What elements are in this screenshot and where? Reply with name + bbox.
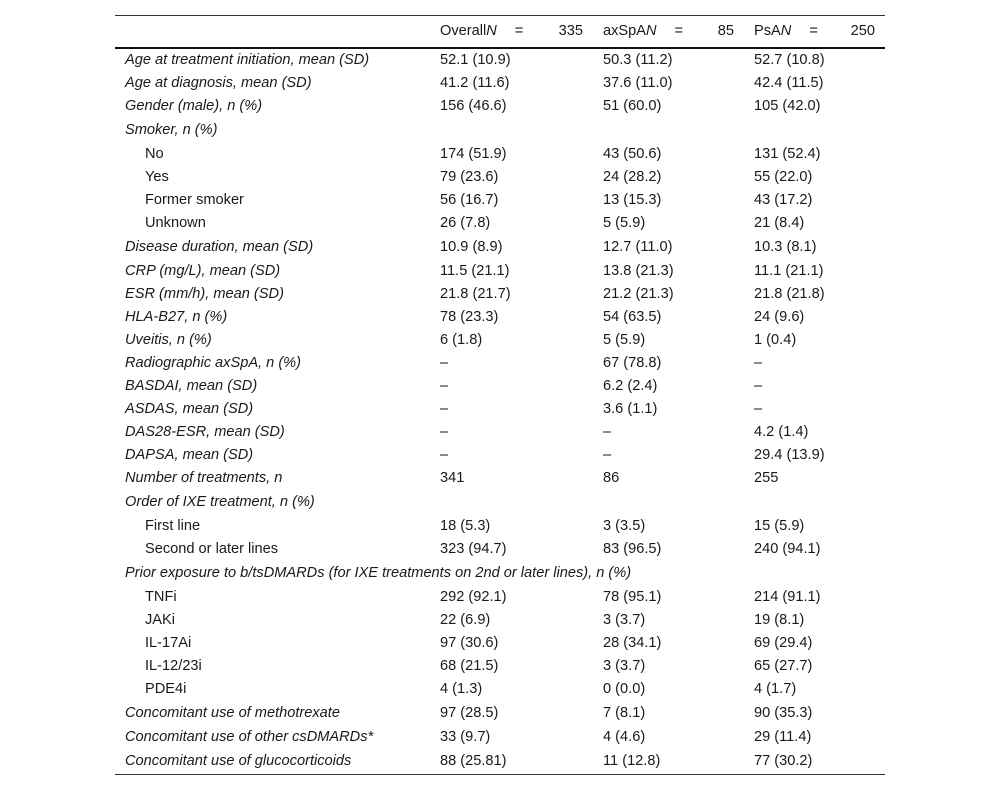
row-label: Unknown	[145, 215, 206, 231]
row-label: DAS28-ESR, mean (SD)	[125, 424, 285, 440]
header-overall-name: Overall	[440, 23, 487, 39]
header-overall-n-symbol: N	[486, 23, 497, 39]
table-subrow	[115, 515, 885, 538]
table-row	[115, 352, 885, 375]
axspa-value: 11 (12.8)	[593, 749, 744, 775]
overall-value: 68 (21.5)	[440, 658, 499, 674]
psa-value: –	[754, 378, 763, 394]
axspa-value: 5 (5.9)	[603, 332, 646, 348]
overall-value: 11.5 (21.1)	[440, 263, 510, 279]
psa-value: 21 (8.4)	[754, 215, 805, 231]
table-subrow	[115, 632, 885, 655]
row-label: Age at treatment initiation, mean (SD)	[125, 52, 370, 68]
baseline-characteristics-table	[115, 15, 885, 775]
overall-value: 10.9 (8.9)	[440, 239, 503, 255]
table-row	[115, 701, 885, 726]
overall-value: –	[440, 378, 449, 394]
axspa-value: 0 (0.0)	[603, 681, 646, 697]
overall-value: 156 (46.6)	[440, 98, 507, 114]
overall-value: –	[440, 447, 449, 463]
header-psa-n-symbol: N	[780, 23, 792, 39]
psa-value: 1 (0.4)	[754, 332, 797, 348]
table-row	[115, 421, 885, 444]
overall-value: –	[440, 401, 449, 417]
overall-value: 6 (1.8)	[440, 332, 483, 348]
overall-value: 78 (23.3)	[440, 309, 499, 325]
axspa-value: 83 (96.5)	[603, 541, 662, 557]
psa-value: 65 (27.7)	[754, 658, 813, 674]
row-label: Concomitant use of methotrexate	[125, 705, 340, 721]
axspa-value	[593, 118, 744, 143]
table-subrow	[115, 143, 885, 166]
row-label: PDE4i	[145, 681, 187, 697]
row-label: Gender (male), n (%)	[125, 98, 263, 114]
header-psa-n: 250	[850, 23, 875, 39]
psa-value: 11.1 (21.1)	[754, 263, 824, 279]
overall-value: 52.1 (10.9)	[440, 52, 511, 68]
psa-value	[744, 490, 885, 515]
axspa-value: 51 (60.0)	[603, 98, 662, 114]
overall-value: –	[440, 355, 449, 371]
axspa-value: 37.6 (11.0)	[603, 75, 673, 91]
row-label: HLA-B27, n (%)	[125, 309, 228, 325]
axspa-value: –	[603, 447, 612, 463]
header-axspa-eq: =	[674, 23, 684, 39]
table-row	[115, 260, 885, 283]
psa-value: 19 (8.1)	[754, 612, 805, 628]
header-psa-eq: =	[809, 23, 818, 39]
row-label: ESR (mm/h), mean (SD)	[125, 286, 284, 302]
axspa-value: 43 (50.6)	[603, 146, 662, 162]
psa-value: 77 (30.2)	[744, 749, 885, 775]
row-label: Number of treatments, n	[125, 470, 283, 486]
psa-value: 69 (29.4)	[754, 635, 813, 651]
header-axspa	[593, 16, 744, 49]
overall-value: 56 (16.7)	[440, 192, 499, 208]
axspa-value: 3 (3.7)	[603, 612, 646, 628]
table-subrow	[115, 678, 885, 701]
table-header	[115, 16, 885, 49]
psa-value: 21.8 (21.8)	[754, 286, 825, 302]
header-overall	[430, 16, 593, 49]
table-row	[115, 283, 885, 306]
axspa-value: 13 (15.3)	[603, 192, 662, 208]
psa-value: 4 (1.7)	[754, 681, 797, 697]
table-row	[115, 118, 885, 143]
axspa-value: 50.3 (11.2)	[603, 52, 673, 68]
row-label: Concomitant use of glucocorticoids	[115, 749, 430, 775]
header-axspa-n: 85	[717, 23, 734, 39]
row-label: BASDAI, mean (SD)	[125, 378, 258, 394]
axspa-value: 86	[603, 470, 620, 486]
axspa-value: 3.6 (1.1)	[603, 401, 658, 417]
psa-value: –	[754, 355, 763, 371]
psa-value: 131 (52.4)	[754, 146, 821, 162]
row-label: IL-17Ai	[145, 635, 192, 651]
axspa-value: 13.8 (21.3)	[603, 263, 674, 279]
row-label: IL-12/23i	[145, 658, 202, 674]
table-subrow	[115, 609, 885, 632]
psa-value: 55 (22.0)	[754, 169, 813, 185]
axspa-value: 54 (63.5)	[603, 309, 662, 325]
row-label: Concomitant use of other csDMARDs*	[125, 729, 374, 745]
axspa-value: 3 (3.7)	[603, 658, 646, 674]
overall-value: –	[440, 424, 449, 440]
overall-value: 4 (1.3)	[440, 681, 483, 697]
psa-value: 240 (94.1)	[754, 541, 821, 557]
overall-value: 341	[440, 470, 465, 486]
table-row	[115, 726, 885, 749]
header-psa	[744, 16, 885, 49]
psa-value: 255	[754, 470, 779, 486]
header-psa-name: PsA	[754, 23, 781, 39]
table-row	[115, 329, 885, 352]
row-label: CRP (mg/L), mean (SD)	[125, 263, 281, 279]
overall-value: 22 (6.9)	[440, 612, 491, 628]
axspa-value: 21.2 (21.3)	[603, 286, 674, 302]
header-row	[115, 16, 885, 49]
axspa-value: 3 (3.5)	[603, 518, 646, 534]
psa-value: 29 (11.4)	[754, 729, 812, 745]
psa-value: 105 (42.0)	[754, 98, 821, 114]
table-subrow	[115, 655, 885, 678]
row-label: Smoker, n (%)	[125, 122, 218, 138]
row-label: Age at diagnosis, mean (SD)	[125, 75, 312, 91]
psa-value: 90 (35.3)	[754, 705, 813, 721]
overall-value: 88 (25.81)	[430, 749, 593, 775]
header-overall-n: 335	[558, 23, 583, 39]
table-row	[115, 95, 885, 118]
row-label: Second or later lines	[145, 541, 279, 557]
psa-value: 52.7 (10.8)	[754, 52, 825, 68]
overall-value: 97 (28.5)	[440, 705, 499, 721]
table-subrow	[115, 212, 885, 235]
psa-value: 42.4 (11.5)	[754, 75, 824, 91]
row-label: Prior exposure to b/tsDMARDs (for IXE treatments on 2nd or later lines), n (%)	[125, 565, 632, 581]
axspa-value: 12.7 (11.0)	[603, 239, 673, 255]
axspa-value: 7 (8.1)	[603, 705, 646, 721]
table-row	[115, 444, 885, 467]
row-label: ASDAS, mean (SD)	[125, 401, 254, 417]
table-subrow	[115, 189, 885, 212]
psa-value	[744, 561, 885, 586]
overall-value: 79 (23.6)	[440, 169, 499, 185]
header-axspa-n-symbol: N	[646, 23, 657, 39]
header-label-cell	[115, 16, 430, 49]
row-label: No	[145, 146, 164, 162]
table-row	[115, 235, 885, 260]
row-label: Radiographic axSpA, n (%)	[125, 355, 302, 371]
table-row	[115, 398, 885, 421]
table-subrow	[115, 166, 885, 189]
table-row	[115, 306, 885, 329]
row-label: JAKi	[145, 612, 176, 628]
row-label: TNFi	[145, 589, 177, 605]
table-row	[115, 375, 885, 398]
table-row	[115, 490, 885, 515]
overall-value: 174 (51.9)	[440, 146, 507, 162]
psa-value: 214 (91.1)	[754, 589, 821, 605]
overall-value: 97 (30.6)	[440, 635, 499, 651]
table-row	[115, 72, 885, 95]
header-overall-eq: =	[514, 23, 524, 39]
psa-value	[744, 118, 885, 143]
data-table	[115, 15, 885, 775]
row-label: Order of IXE treatment, n (%)	[125, 494, 315, 510]
table-row	[115, 561, 885, 586]
overall-value: 26 (7.8)	[440, 215, 491, 231]
axspa-value: –	[603, 424, 612, 440]
axspa-value: 24 (28.2)	[603, 169, 662, 185]
overall-value	[430, 490, 593, 515]
row-label: First line	[145, 518, 201, 534]
psa-value: 15 (5.9)	[754, 518, 805, 534]
axspa-value: 6.2 (2.4)	[603, 378, 658, 394]
axspa-value: 5 (5.9)	[603, 215, 646, 231]
axspa-value: 78 (95.1)	[603, 589, 662, 605]
overall-value: 41.2 (11.6)	[440, 75, 510, 91]
row-label: Disease duration, mean (SD)	[125, 239, 314, 255]
psa-value: 29.4 (13.9)	[754, 447, 825, 463]
psa-value: 10.3 (8.1)	[754, 239, 817, 255]
axspa-value: 4 (4.6)	[603, 729, 646, 745]
row-label: DAPSA, mean (SD)	[125, 447, 254, 463]
row-label: Uveitis, n (%)	[125, 332, 212, 348]
psa-value: –	[754, 401, 763, 417]
overall-value: 18 (5.3)	[440, 518, 491, 534]
row-label: Former smoker	[145, 192, 244, 208]
overall-value: 21.8 (21.7)	[440, 286, 511, 302]
overall-value: 323 (94.7)	[440, 541, 507, 557]
table-body	[115, 48, 885, 775]
axspa-value: 67 (78.8)	[603, 355, 662, 371]
overall-value	[430, 118, 593, 143]
table-subrow	[115, 586, 885, 609]
psa-value: 43 (17.2)	[754, 192, 813, 208]
row-label: Yes	[145, 169, 169, 185]
table-subrow	[115, 538, 885, 561]
overall-value: 292 (92.1)	[440, 589, 507, 605]
table-row	[115, 749, 885, 775]
axspa-value: 28 (34.1)	[603, 635, 662, 651]
psa-value: 4.2 (1.4)	[754, 424, 809, 440]
table-row	[115, 48, 885, 72]
overall-value: 33 (9.7)	[440, 729, 491, 745]
psa-value: 24 (9.6)	[754, 309, 805, 325]
axspa-value	[593, 490, 744, 515]
table-row	[115, 467, 885, 490]
header-axspa-name: axSpA	[603, 23, 646, 39]
